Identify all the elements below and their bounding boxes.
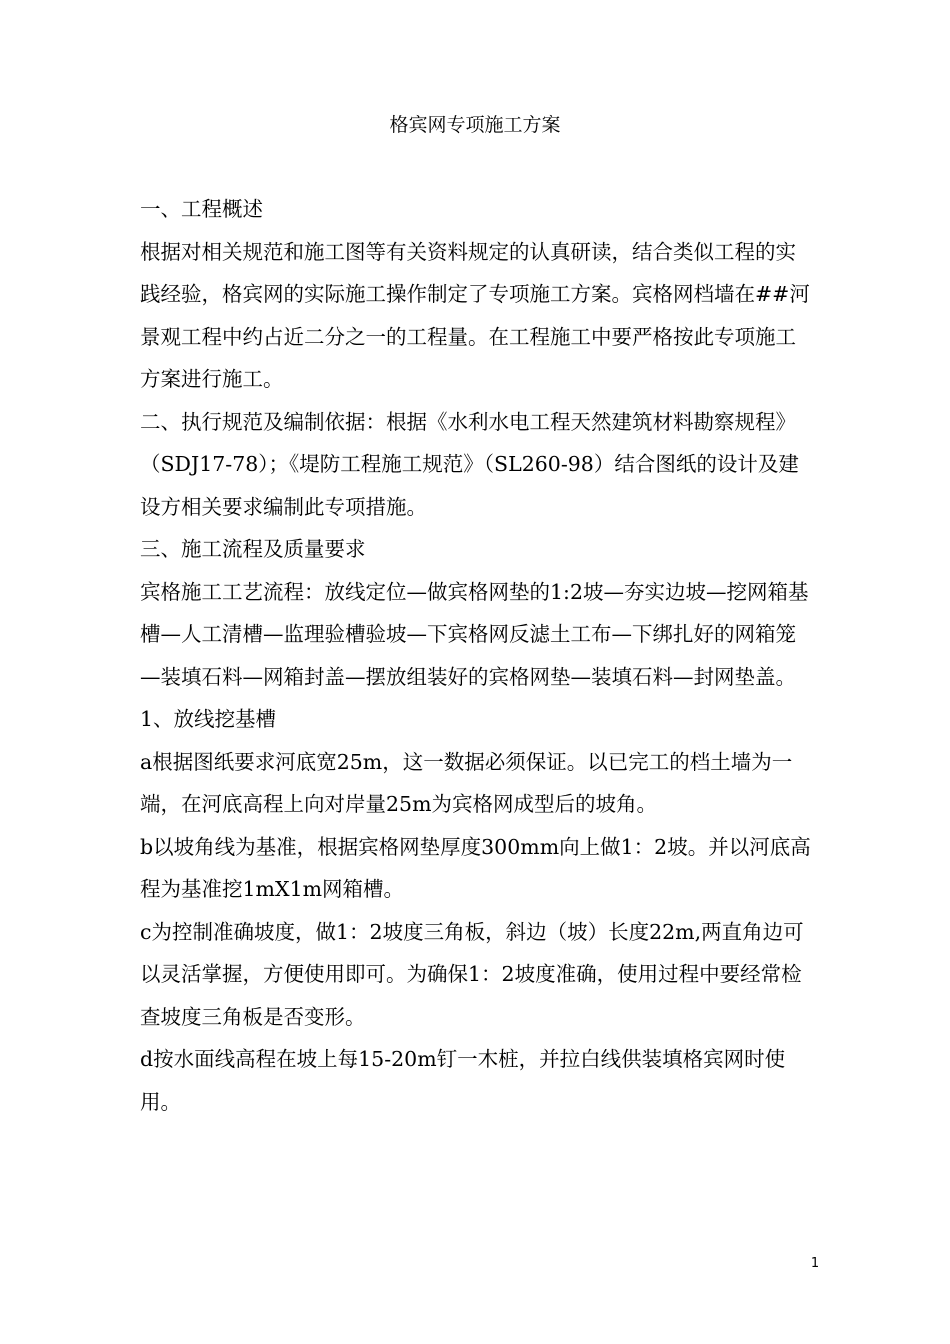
paragraph-overview: 根据对相关规范和施工图等有关资料规定的认真研读，结合类似工程的实践经验，格宾网的实际施工操作制定了专项施工方案。宾格网档墙在##河景观工程中约占近二分之一的工程量。在工程施工中要严格按此专项施工方案进行施工。 (140, 239, 810, 391)
paragraph-item-c: c为控制准确坡度，做1：2坡度三角板，斜边（坡）长度22m,两直角边可以灵活掌握，方便使用即可。为确保1：2坡度准确，使用过程中要经常检查坡度三角板是否变形。 (140, 919, 804, 1029)
document-body (140, 188, 812, 1123)
section-heading-overview: 一、工程概述 (140, 197, 263, 221)
page-number: 1 (810, 1256, 820, 1271)
section-heading-process: 三、施工流程及质量要求 (140, 537, 366, 561)
paragraph-process-flow: 宾格施工工艺流程：放线定位—做宾格网垫的1:2坡—夯实边坡—挖网箱基槽—人工清槽—监理验槽验坡—下宾格网反滤土工布—下绑扎好的网箱笼—装填石料—网箱封盖—摆放组装好的宾格网垫—装填石料—封网垫盖。 (140, 579, 809, 689)
paragraph-item-a: a根据图纸要求河底宽25m，这一数据必须保证。以已完工的档土墙为一端，在河底高程上向对岸量25m为宾格网成型后的坡角。 (140, 749, 793, 816)
paragraph-item-d: d按水面线高程在坡上每15-20m钉一木桩，并拉白线供装填格宾网时使用。 (140, 1047, 786, 1114)
subsection-heading-layout: 1、放线挖基槽 (140, 707, 277, 731)
paragraph-standards: 二、执行规范及编制依据：根据《水利水电工程天然建筑材料勘察规程》（SDJ17-78）；《堤防工程施工规范》（SL260-98）结合图纸的设计及建设方相关要求编制此专项措施。 (140, 409, 799, 519)
paragraph-item-b: b以坡角线为基准，根据宾格网垫厚度300mm向上做1：2坡。并以河底高程为基准挖1mX1m网箱槽。 (140, 834, 811, 901)
document-title: 格宾网专项施工方案 (389, 114, 561, 136)
